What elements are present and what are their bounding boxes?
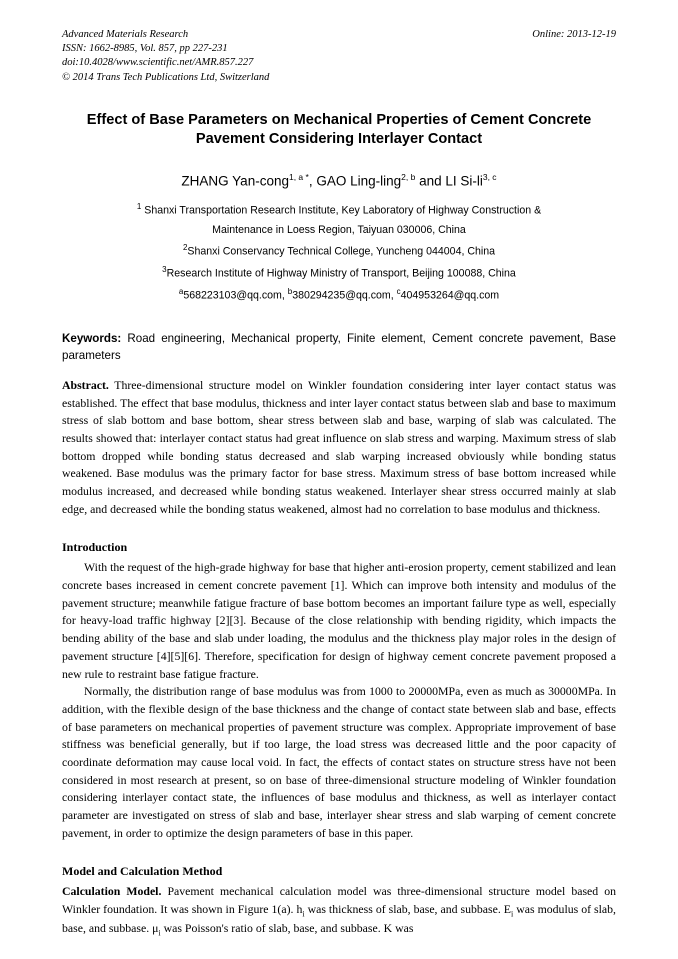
section-heading-introduction: Introduction [62,540,128,555]
author-list [62,172,616,189]
section-heading-model: Model and Calculation Method [62,864,223,879]
model-sub-2: i [511,909,514,919]
email-b: 380294235@qq.com, [292,289,397,302]
author-3-marks: 3, c [482,172,497,183]
page-title: Effect of Base Parameters on Mechanical Properties of Cement Concrete Pavement Considering Interlayer Contact [86,111,592,148]
model-sub-1: i [302,909,305,919]
issn-line: ISSN: 1662-8985, Vol. 857, pp 227-231 [62,43,228,55]
author-1-marks: 1, a * [288,172,309,183]
affiliation-1-cont-text: Maintenance in Loess Region, Taiyuan 030006, China [212,224,466,237]
copyright-line: © 2014 Trans Tech Publications Ltd, Switzerland [62,71,270,83]
email-c-mark: c [396,286,401,296]
email-c: 404953264@qq.com [400,289,500,302]
header-left-block [62,28,269,85]
abstract-label: Abstract. [62,377,109,392]
affiliation-block [62,199,616,306]
model-sublabel: Calculation Model. [62,884,162,899]
keywords-text: Road engineering, Mechanical property, Finite element, Cement concrete pavement, Base parameters [62,332,616,363]
keywords-block [62,331,616,365]
affiliation-2 [62,240,616,262]
affiliation-3-mark: 3 [162,265,167,274]
author-2-name: , GAO Ling-ling [308,173,402,189]
model-paragraph-1 [62,883,616,939]
author-3-name: and LI Si-li [415,173,483,189]
affiliation-2-mark: 2 [182,243,188,253]
affiliation-1-mark: 1 [136,201,142,211]
author-1-name: ZHANG Yan-cong [181,173,289,189]
email-b-mark: b [287,286,293,296]
model-text-3: was modulus of slab, base, and subbase. μ [62,902,616,936]
journal-name: Advanced Materials Research [62,29,189,40]
model-text-1: Pavement mechanical calculation model was three-dimensional structure model based on Winkler foundation. It was shown in Figure 1(a). h [62,884,617,917]
affiliation-1-cont [62,220,616,240]
model-text-4: was Poisson's ratio of slab, base, and subbase. K was [160,921,414,936]
abstract-text: Three-dimensional structure model on Winkler foundation considering inter layer contact status was established. The effect that base modulus, thickness and inter layer contact status between slab and base to maximum stress of slab bottom and base bottom, shear stress between slab and base, warping of slab was calculated. The results showed that: interlayer contact status had great influence on slab stress and warping. Maximum stress of slab bottom dropped while bonding status decreased and slab warping increased obviously while bonding status weakened. Base modulus was the primary factor for base stress. Maximum stress of base bottom increased while modulus increased, and decreased while bonding status weakened. Interlayer shear stress occurred mainly at slab edge, and decreased while the bonding status weakened, almost had no correlation to base modulus and thickness. [62,377,616,516]
intro-paragraph-1: With the request of the high-grade highway for base that higher anti-erosion property, cement stabilized and lean concrete bases increased in cement concrete pavement [1]. Which can improve both intensity and modulus of the pavement structure; meanwhile fatigue fracture of base bottom becomes an important failure type as well, especially for heavy-load traffic highway [2][3]. Because of the close relationship with bending rigidity, which impacts the bending ability of the base and slab under loading, the modulus and the thickness play major roles in the design of pavement structure [4][5][6]. Therefore, specification for design of highway cement concrete pavement proposed a new rule to restraint base fatigue fracture. [62,560,616,681]
author-2-marks: 2, b [401,172,416,183]
affiliation-1-text: Shanxi Transportation Research Institute, Key Laboratory of Highway Construction & [141,204,542,217]
affiliation-2-text: Shanxi Conservancy Technical College, Yuncheng 044004, China [187,245,496,258]
email-line [62,284,616,306]
page-header [62,28,616,85]
keywords-label: Keywords: [62,332,122,346]
online-date: Online: 2013-12-19 [532,29,616,40]
affiliation-3 [62,262,616,284]
abstract-block [62,377,616,519]
header-right-block [532,28,616,42]
email-a: 568223103@qq.com, [183,289,288,302]
intro-paragraph-2: Normally, the distribution range of base modulus was from 1000 to 20000MPa, even as much as 30000MPa. In addition, with the flexible design of the base thickness and the change of contact state between slab and base, effects of base parameters on mechanical properties of pavement structure was complex. Appropriate improvement of base stiffness was beneficial generally, but if too large, the load stress was decreased little and the poor capacity of coordinate deformation may cause local void. In fact, the effects of contact states on structure stress have not been considered in most research at present, so on base of three-dimensional structure modeling of Winkler foundation considering interlayer contact state, the influences of base modulus and thickness, as well as interlayer contact parameter are investigated on stress of slab and base, interlayer shear stress and slab warping of cement concrete pavement, in order to optimize the design parameters of base in this paper. [62,684,616,840]
model-text-2: was thickness of slab, base, and subbase. E [304,902,512,917]
email-a-mark: a [178,286,184,296]
affiliation-3-text: Research Institute of Highway Ministry of Transport, Beijing 100088, China [166,267,516,280]
affiliation-1 [62,199,616,221]
doi-line: doi:10.4028/www.scientific.net/AMR.857.227 [62,57,254,69]
model-sub-3: i [158,928,161,938]
